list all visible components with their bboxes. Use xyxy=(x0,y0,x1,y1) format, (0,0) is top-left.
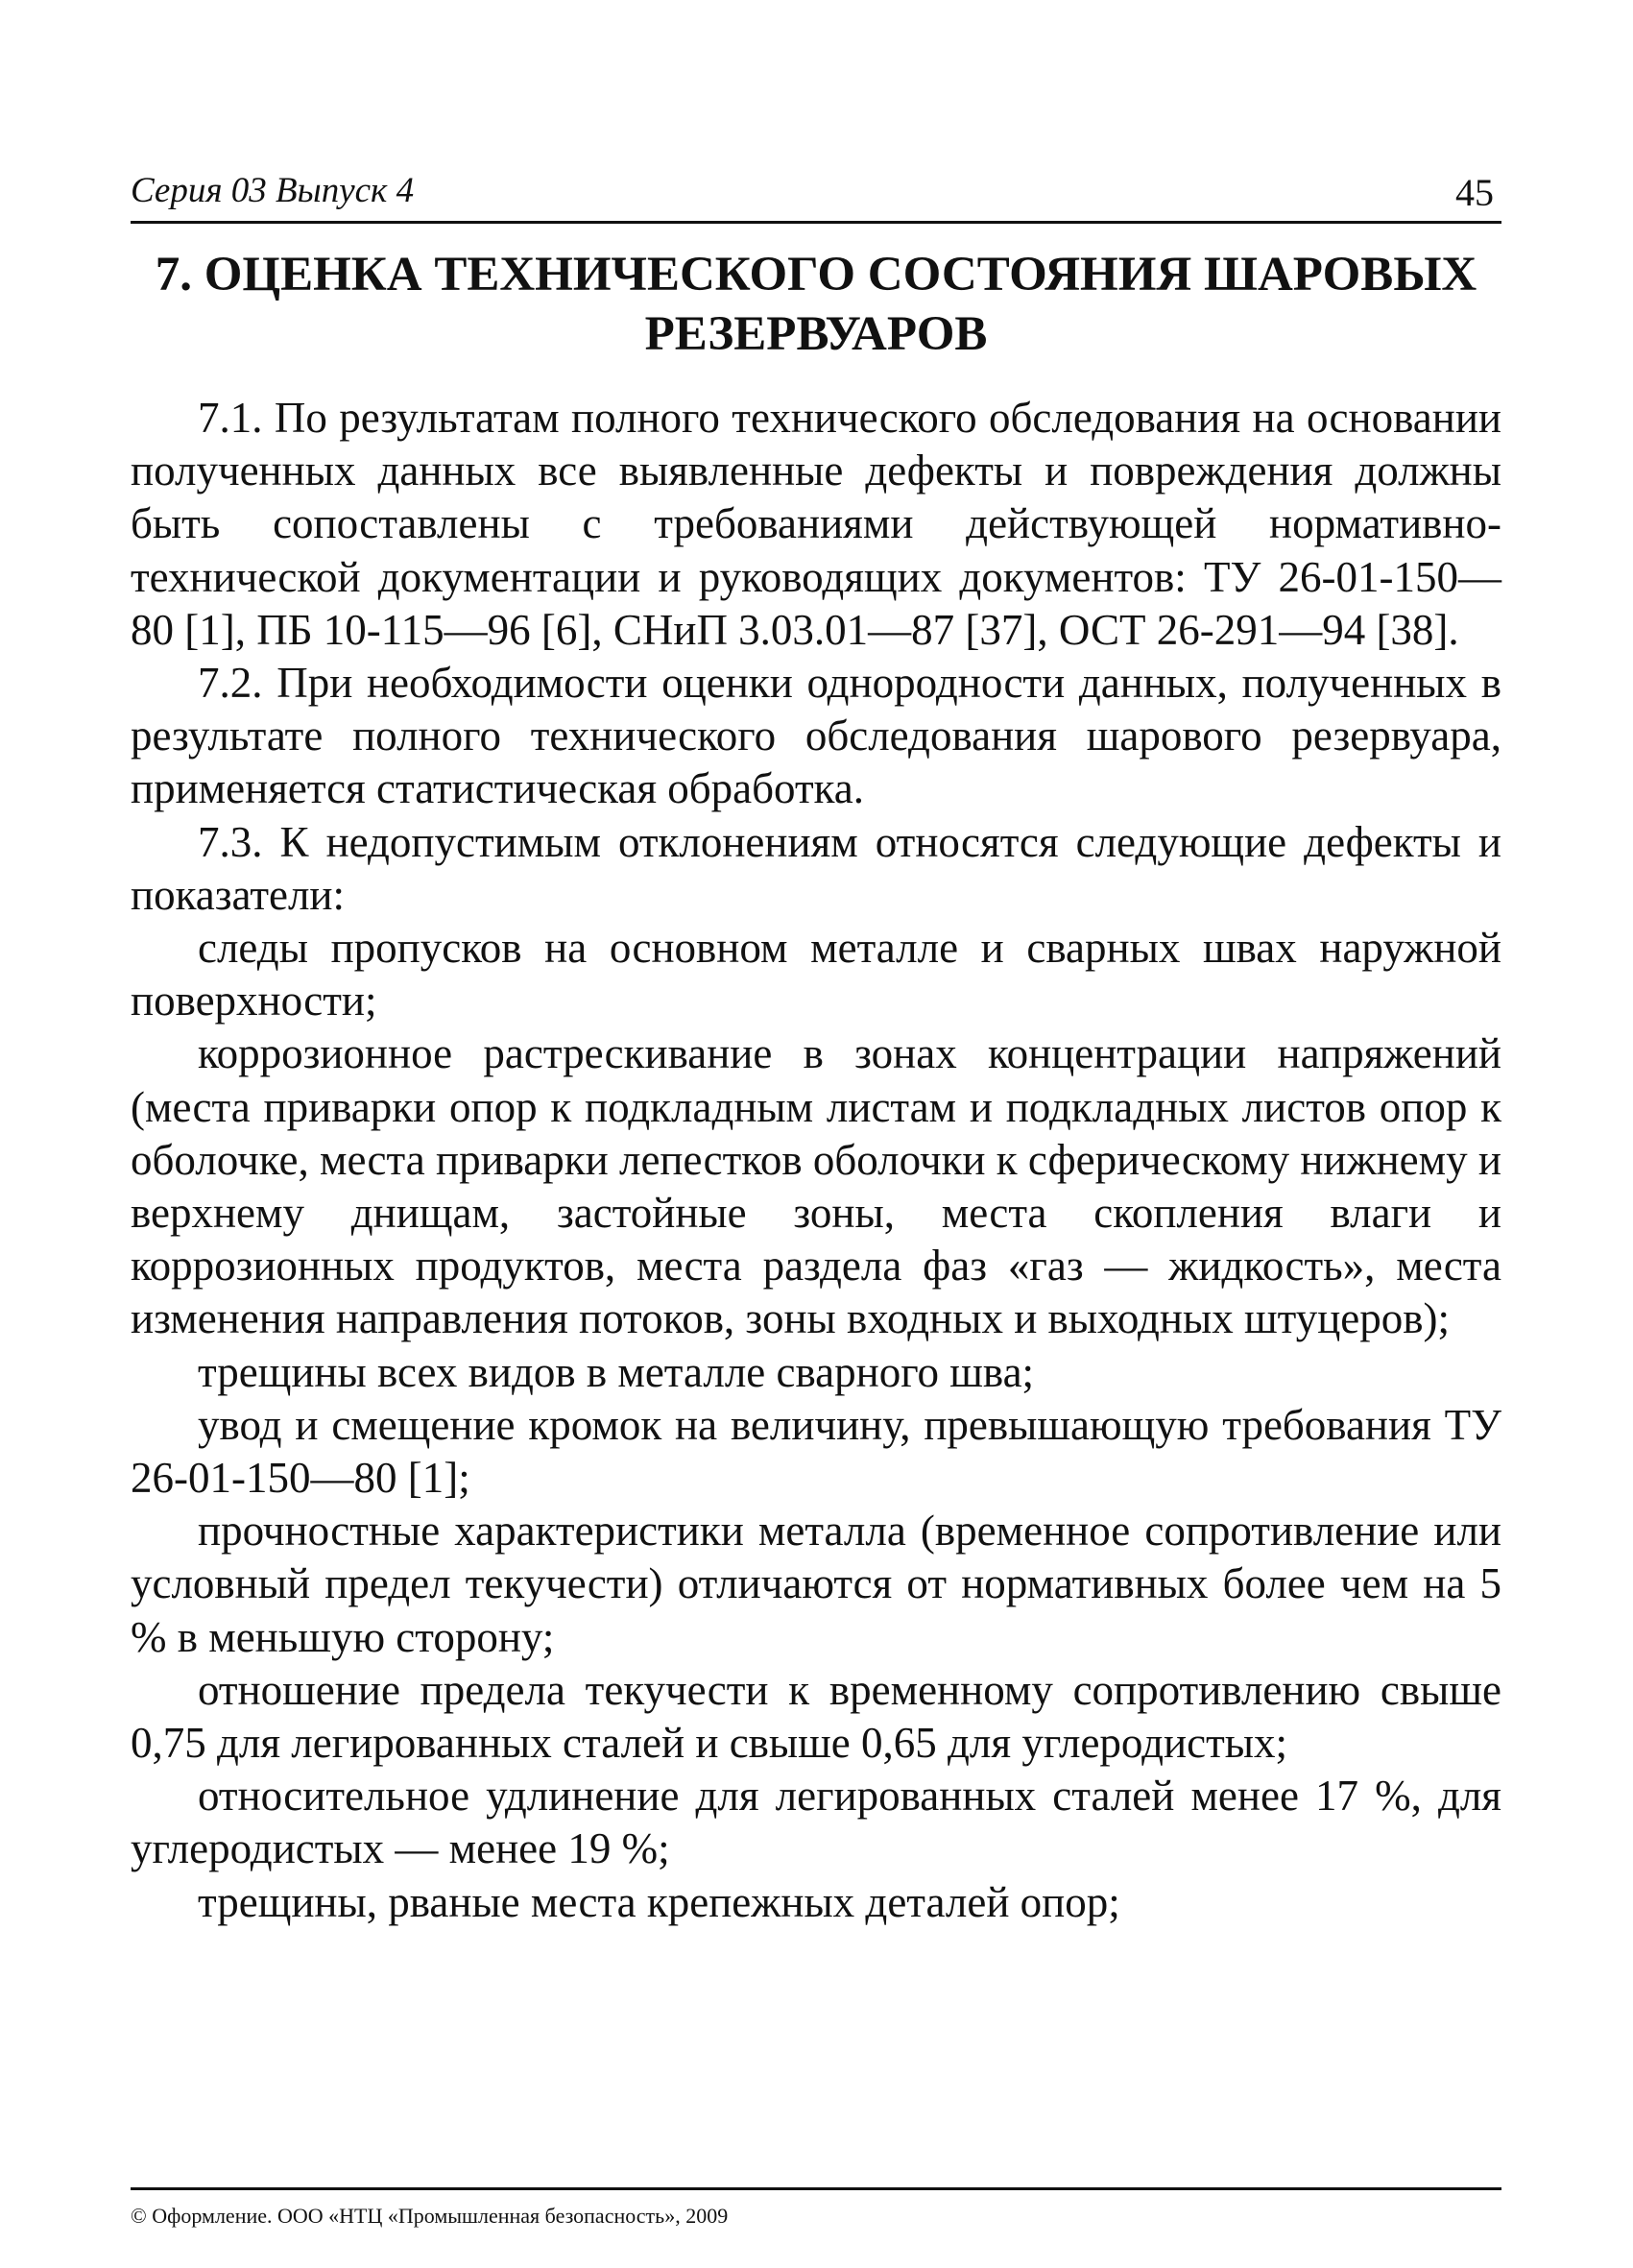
list-item: прочностные характеристики металла (временное сопротивление или условный предел текучести) отличаются от нормативных более чем на 5 % в меньшую сторону; xyxy=(131,1507,1501,1661)
page-footer xyxy=(131,2187,1501,2229)
page-number: 45 xyxy=(1455,171,1494,214)
section-title-line-2: РЕЗЕРВУАРОВ xyxy=(644,307,988,361)
running-header xyxy=(131,165,1501,224)
list-item: увод и смещение кромок на величину, превышающую требования ТУ 26-01-150—80 [1]; xyxy=(131,1400,1501,1503)
paragraph-7-3: 7.3. К недопустимым отклонениям относятся следующие дефекты и показатели: xyxy=(131,817,1501,919)
list-item: относительное удлинение для легированных сталей менее 17 %, для углеродистых — менее 19 %; xyxy=(131,1772,1501,1873)
section-title xyxy=(131,245,1501,364)
paragraph-7-2: 7.2. При необходимости оценки однородности данных, полученных в результате полного технического обследования шарового резервуара, применяется статистическая обработка. xyxy=(131,659,1501,813)
series-label: Серия 03 Выпуск 4 xyxy=(131,171,415,210)
list-item: трещины всех видов в металле сварного шва; xyxy=(198,1347,1035,1396)
body-text xyxy=(131,392,1501,1929)
list-item: коррозионное растрескивание в зонах концентрации напряжений (места приварки опор к подкладным листам и подкладных листов опор к оболочке, места приварки лепестков оболочки к сферическому нижнему и верхнему днищам, застойные зоны, места скопления влаги и коррозионных продуктов, места раздела фаз «газ — жидкость», места изменения направления потоков, зоны входных и выходных штуцеров); xyxy=(131,1029,1501,1343)
copyright-notice: © Оформление. ООО «НТЦ «Промышленная безопасность», 2009 xyxy=(131,2204,729,2228)
list-item: отношение предела текучести к временному сопротивлению свыше 0,75 для легированных сталей и свыше 0,65 для углеродистых; xyxy=(131,1665,1501,1768)
section-title-line-1: 7. ОЦЕНКА ТЕХНИЧЕСКОГО СОСТОЯНИЯ ШАРОВЫХ xyxy=(155,248,1477,302)
list-item: следы пропусков на основном металле и сварных швах наружной поверхности; xyxy=(131,924,1501,1025)
list-item: трещины, рваные места крепежных деталей опор; xyxy=(198,1877,1120,1926)
paragraph-7-1: 7.1. По результатам полного технического обследования на основании полученных данных все выявленные дефекты и повреждения должны быть сопоставлены с требованиями действующей нормативно-технической документации и руководящих документов: ТУ 26-01-150—80 [1], ПБ 10-115—96 [6], СНиП 3.03.01—87 [37], ОСТ 26-291—94 [38]. xyxy=(131,394,1501,654)
